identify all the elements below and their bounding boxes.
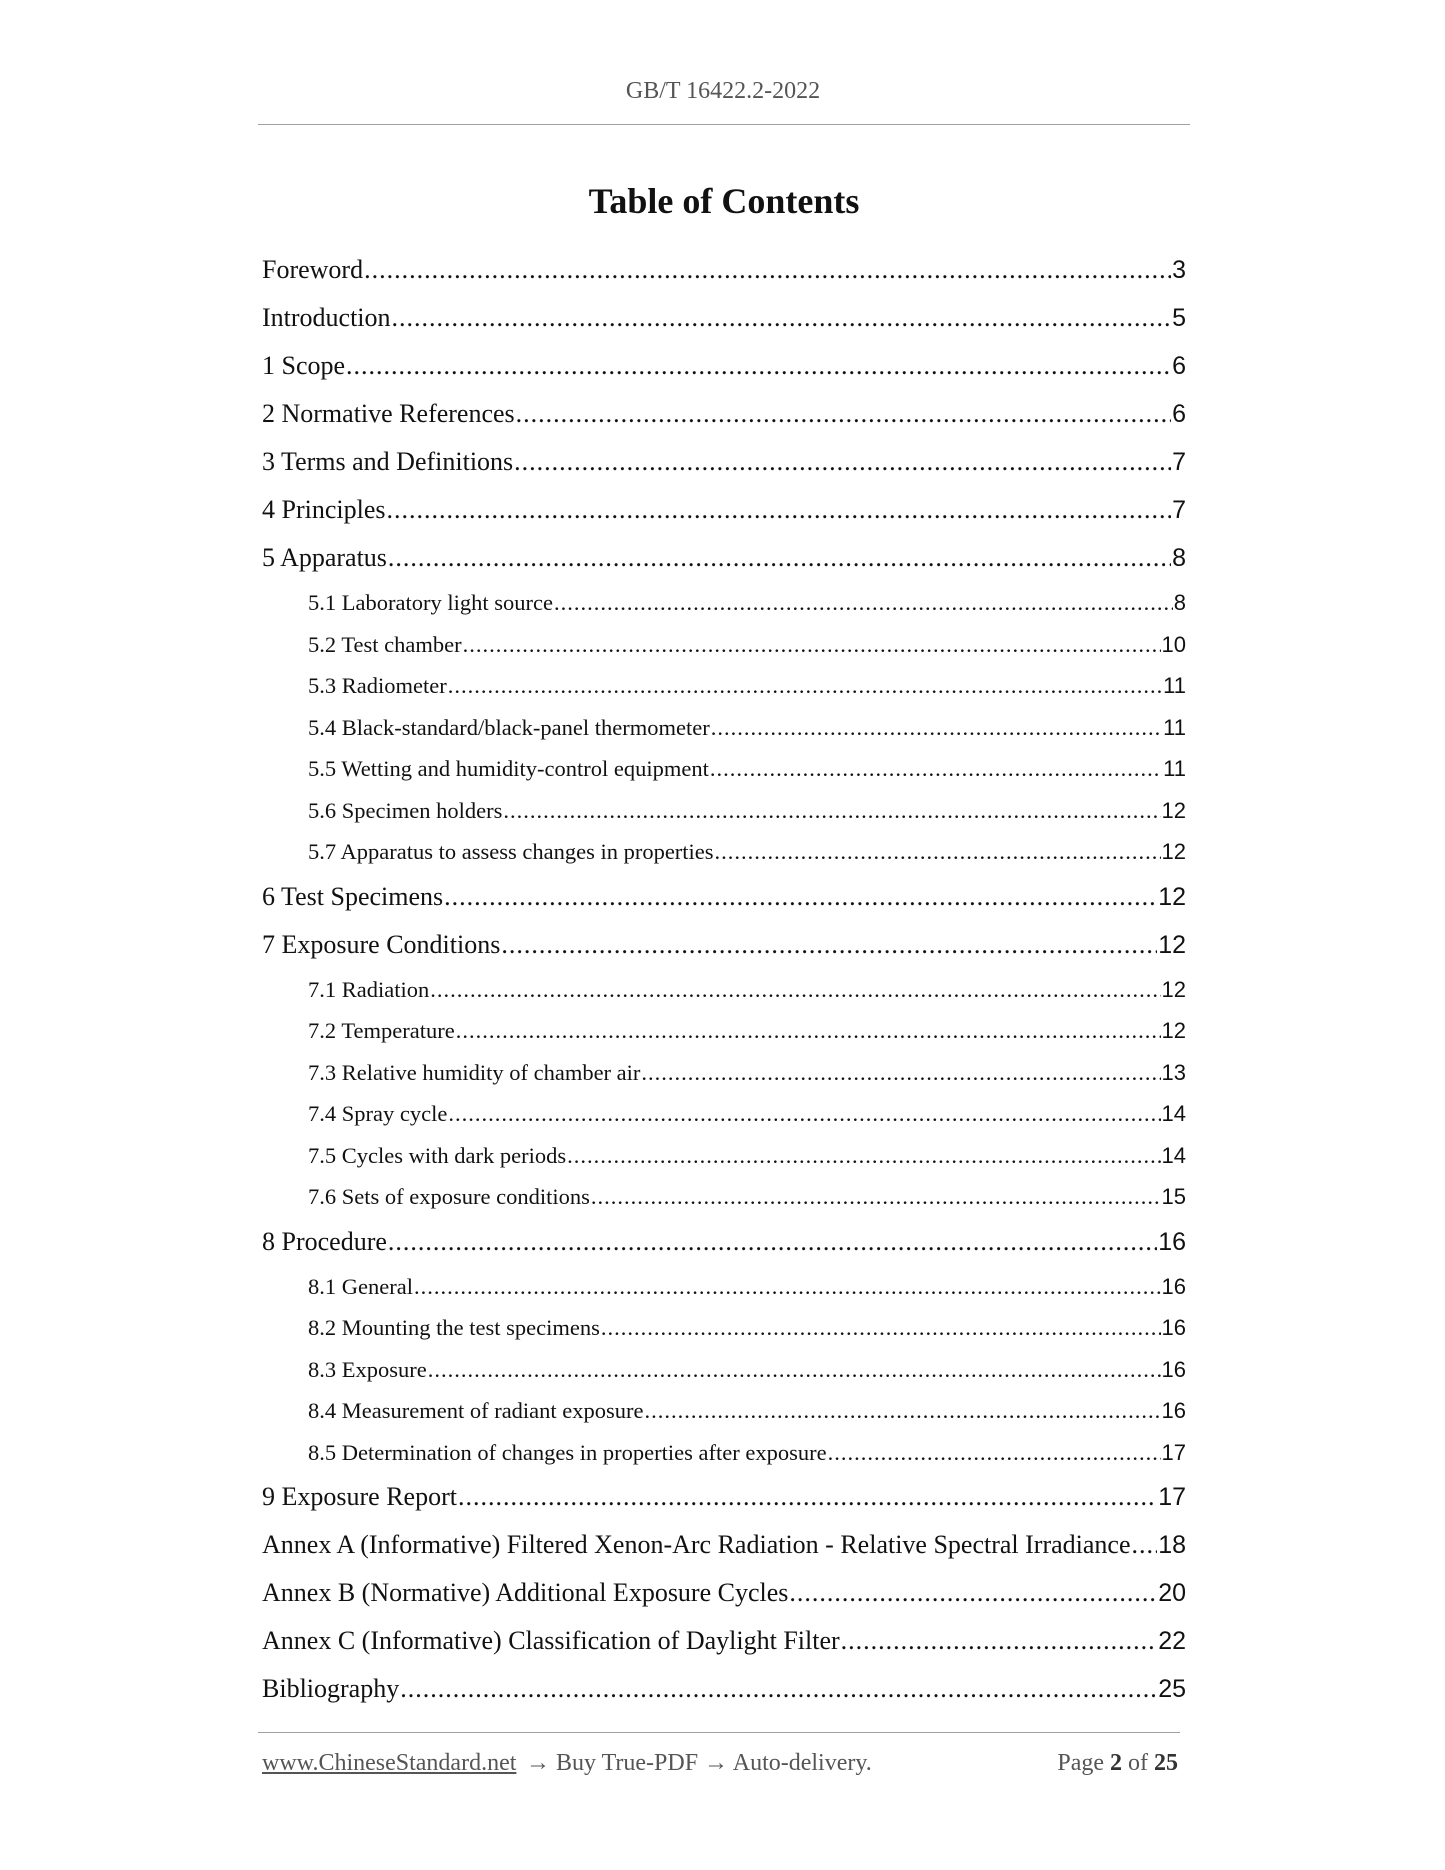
toc-entry-page-number: 14 — [1161, 1142, 1186, 1168]
toc-dot-leader — [841, 1617, 1158, 1665]
toc-entry-page-number: 8 — [1172, 544, 1186, 572]
toc-entry[interactable] — [262, 790, 1186, 832]
toc-entry[interactable] — [262, 1617, 1186, 1665]
toc-entry-page-number: 3 — [1172, 256, 1186, 284]
page-number-indicator — [1057, 1750, 1178, 1777]
toc-entry[interactable] — [262, 246, 1186, 294]
page-total: 25 — [1154, 1750, 1178, 1776]
toc-entry[interactable] — [262, 1390, 1186, 1432]
toc-entry-label: 6 Test Specimens — [262, 881, 444, 911]
toc-entry-page-number: 5 — [1172, 304, 1186, 332]
toc-entry-label: 8.1 General — [308, 1273, 413, 1299]
toc-entry[interactable] — [262, 748, 1186, 790]
toc-entry-label: 5.3 Radiometer — [308, 673, 447, 698]
toc-entry-label: 8.4 Measurement of radiant exposure — [308, 1398, 644, 1423]
toc-entry[interactable] — [262, 1266, 1186, 1308]
toc-entry[interactable] — [262, 1349, 1186, 1391]
toc-entry-page-number: 16 — [1161, 1398, 1186, 1423]
toc-entry[interactable] — [262, 294, 1186, 342]
toc-entry-page-number: 16 — [1161, 1315, 1186, 1340]
toc-entry-label: 7.5 Cycles with dark periods — [308, 1142, 567, 1168]
toc-entry[interactable] — [262, 1521, 1186, 1569]
toc-dot-leader — [641, 1052, 1160, 1094]
toc-dot-leader — [448, 665, 1162, 707]
toc-dot-leader — [387, 486, 1172, 534]
toc-entry-page-number: 15 — [1161, 1184, 1186, 1209]
site-link[interactable]: www.ChineseStandard.net — [262, 1750, 517, 1776]
toc-title: Table of Contents — [588, 181, 860, 221]
toc-entry[interactable] — [262, 1307, 1186, 1349]
toc-entry-page-number: 16 — [1161, 1273, 1186, 1299]
toc-entry[interactable] — [262, 1052, 1186, 1094]
toc-entry-page-number: 16 — [1158, 1227, 1186, 1256]
toc-dot-leader — [591, 1176, 1161, 1218]
toc-entry[interactable] — [262, 707, 1186, 749]
toc-dot-leader — [711, 707, 1162, 749]
toc-entry[interactable] — [262, 390, 1186, 438]
toc-entry-label: 7.2 Temperature — [308, 1018, 455, 1043]
toc-dot-leader — [463, 624, 1161, 666]
toc-entry-page-number: 12 — [1161, 797, 1186, 823]
toc-dot-leader — [503, 790, 1160, 832]
toc-dot-leader — [567, 1135, 1160, 1177]
toc-dot-leader — [388, 534, 1171, 582]
toc-entry-label: Introduction — [262, 303, 391, 332]
toc-entry-label: 7.4 Spray cycle — [308, 1101, 448, 1126]
toc-entry-label: Bibliography — [262, 1674, 400, 1703]
toc-dot-leader — [710, 748, 1162, 790]
page-of-label: of — [1128, 1750, 1148, 1776]
toc-entry-page-number: 12 — [1161, 976, 1186, 1002]
toc-entry-label: 5.6 Specimen holders — [308, 797, 503, 823]
toc-entry-page-number: 6 — [1172, 352, 1186, 380]
toc-entry-label: 1 Scope — [262, 351, 346, 380]
toc-entry[interactable] — [262, 1135, 1186, 1177]
toc-dot-leader — [601, 1307, 1161, 1349]
toc-entry-page-number: 13 — [1161, 1059, 1186, 1085]
toc-entry-page-number: 11 — [1163, 756, 1186, 781]
toc-dot-leader — [554, 582, 1173, 624]
toc-entry[interactable] — [262, 665, 1186, 707]
toc-entry-page-number: 12 — [1158, 882, 1186, 911]
toc-entry-page-number: 10 — [1161, 631, 1186, 657]
toc-dot-leader — [789, 1569, 1157, 1617]
toc-entry-label: Annex A (Informative) Filtered Xenon-Arc Radiation - Relative Spectral Irradiance — [262, 1530, 1131, 1559]
toc-entry[interactable] — [262, 624, 1186, 666]
toc-entry-label: 7.3 Relative humidity of chamber air — [308, 1059, 641, 1085]
toc-entry-label: 5.7 Apparatus to assess changes in properties — [308, 839, 714, 864]
toc-entry-page-number: 12 — [1161, 1018, 1186, 1043]
toc-entry[interactable] — [262, 1176, 1186, 1218]
toc-entry-label: 7.1 Radiation — [308, 976, 430, 1002]
toc-entry-page-number: 11 — [1163, 673, 1186, 698]
toc-entry-page-number: 12 — [1158, 930, 1186, 959]
toc-entry[interactable] — [262, 921, 1186, 969]
toc-entry-page-number: 25 — [1158, 1675, 1186, 1703]
toc-entry[interactable] — [262, 1010, 1186, 1052]
page-current: 2 — [1110, 1750, 1122, 1776]
toc-dot-leader — [428, 1349, 1161, 1391]
footer-promo-text: → Buy True-PDF → Auto-delivery. — [526, 1750, 872, 1776]
toc-entry-label: Foreword — [262, 255, 364, 284]
toc-entry-label: 5.4 Black-standard/black-panel thermometer — [308, 714, 710, 740]
toc-entry-label: 3 Terms and Definitions — [262, 447, 514, 476]
toc-entry-page-number: 18 — [1158, 1531, 1186, 1559]
toc-dot-leader — [456, 1010, 1161, 1052]
toc-dot-leader — [346, 342, 1171, 390]
toc-dot-leader — [645, 1390, 1161, 1432]
toc-entry-label: 4 Principles — [262, 495, 386, 524]
toc-dot-leader — [516, 390, 1171, 438]
toc-dot-leader — [444, 873, 1157, 921]
toc-entry[interactable] — [262, 1473, 1186, 1521]
toc-entry-label: Annex C (Informative) Classification of Daylight Filter — [262, 1626, 840, 1655]
toc-entry-label: 5 Apparatus — [262, 543, 387, 572]
footer-divider — [258, 1732, 1180, 1733]
toc-entry[interactable] — [262, 1218, 1186, 1266]
toc-entry-page-number: 14 — [1161, 1101, 1186, 1126]
toc-entry-label: 9 Exposure Report — [262, 1482, 457, 1511]
toc-entry[interactable] — [262, 486, 1186, 534]
toc-entry[interactable] — [262, 831, 1186, 873]
toc-entry-label: 7 Exposure Conditions — [262, 929, 501, 959]
toc-dot-leader — [448, 1093, 1160, 1135]
toc-entry[interactable] — [262, 1093, 1186, 1135]
toc-entry-label: 2 Normative References — [262, 399, 515, 428]
toc-entry-page-number: 8 — [1173, 590, 1186, 615]
toc-entry-label: 5.1 Laboratory light source — [308, 590, 553, 615]
toc-dot-leader — [458, 1473, 1157, 1521]
toc-entry[interactable] — [262, 342, 1186, 390]
toc-entry-label: 8.5 Determination of changes in properties after exposure — [308, 1439, 827, 1465]
toc-dot-leader — [501, 921, 1157, 969]
toc-entry-label: 8 Procedure — [262, 1226, 387, 1256]
page-label: Page — [1057, 1750, 1104, 1776]
toc-entry-page-number: 11 — [1163, 714, 1186, 740]
toc-entry-label: 8.3 Exposure — [308, 1356, 427, 1382]
toc-dot-leader — [430, 969, 1160, 1011]
header-divider — [258, 124, 1190, 125]
toc-entry-page-number: 7 — [1172, 496, 1186, 524]
page-header-doc-code: GB/T 16422.2-2022 — [625, 78, 821, 104]
toc-entry-page-number: 12 — [1161, 839, 1186, 864]
toc-dot-leader — [1132, 1521, 1158, 1569]
toc-dot-leader — [414, 1266, 1161, 1308]
toc-entry-label: 7.6 Sets of exposure conditions — [308, 1184, 590, 1209]
toc-entry-page-number: 22 — [1158, 1627, 1186, 1655]
toc-dot-leader — [514, 438, 1171, 486]
toc-entry-page-number: 6 — [1172, 400, 1186, 428]
toc-entry-label: 8.2 Mounting the test specimens — [308, 1315, 600, 1340]
toc-entry-page-number: 20 — [1158, 1579, 1186, 1607]
toc-entry[interactable] — [262, 1432, 1186, 1474]
toc-entry[interactable] — [262, 582, 1186, 624]
toc-entry-label: 5.2 Test chamber — [308, 631, 462, 657]
toc-entry-label: Annex B (Normative) Additional Exposure Cycles — [262, 1578, 789, 1607]
toc-dot-leader — [388, 1218, 1157, 1266]
toc-dot-leader — [364, 246, 1171, 294]
toc-dot-leader — [828, 1432, 1161, 1474]
toc-entry[interactable] — [262, 1665, 1186, 1713]
toc-dot-leader — [392, 294, 1172, 342]
toc-entry[interactable] — [262, 969, 1186, 1011]
toc-list — [262, 246, 1186, 1713]
toc-entry[interactable] — [262, 1569, 1186, 1617]
toc-entry-page-number: 16 — [1161, 1356, 1186, 1382]
toc-entry-label: 5.5 Wetting and humidity-control equipment — [308, 756, 709, 781]
toc-entry-page-number: 17 — [1161, 1439, 1186, 1465]
toc-entry-page-number: 17 — [1158, 1483, 1186, 1511]
toc-dot-leader — [715, 831, 1161, 873]
toc-entry[interactable] — [262, 534, 1186, 582]
toc-entry-page-number: 7 — [1172, 448, 1186, 476]
toc-entry[interactable] — [262, 873, 1186, 921]
toc-entry[interactable] — [262, 438, 1186, 486]
toc-dot-leader — [400, 1665, 1157, 1713]
